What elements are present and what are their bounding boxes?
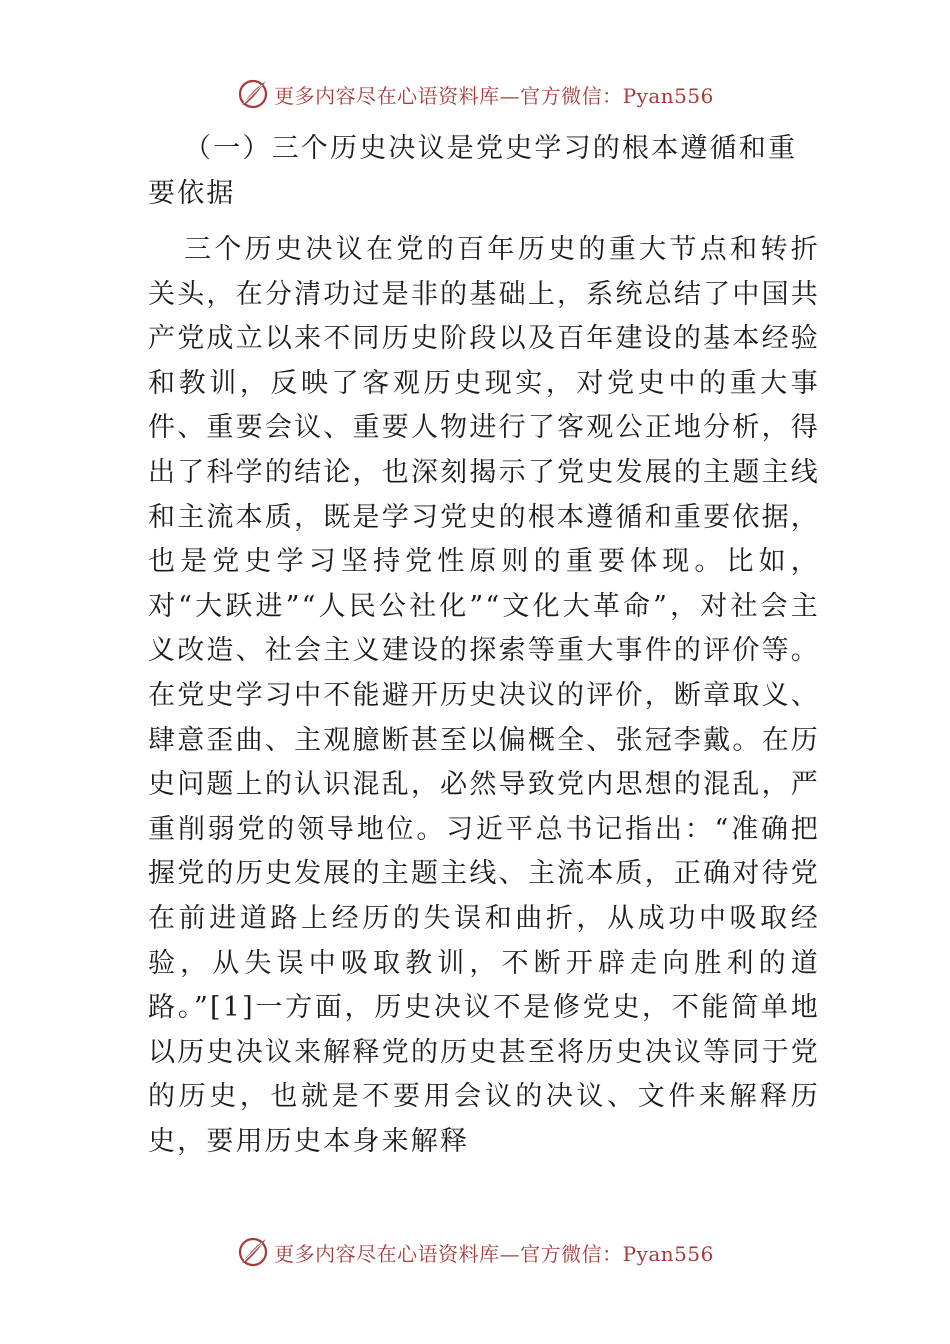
document-body	[148, 126, 820, 1164]
feather-logo-icon	[236, 77, 270, 111]
footer-watermark	[0, 1232, 950, 1272]
body-paragraph: 三个历史决议在党的百年历史的重大节点和转折关头，在分清功过是非的基础上，系统总结了中国共产党成立以来不同历史阶段以及百年建设的基本经验和教训，反映了客观历史现实，对党史中的重大事件、重要会议、重要人物进行了客观公正地分析，得出了科学的结论，也深刻揭示了党史发展的主题主线和主流本质，既是学习党史的根本遵循和重要依据，也是党史学习坚持党性原则的重要体现。比如，对“大跃进”“人民公社化”“文化大革命”，对社会主义改造、社会主义建设的探索等重大事件的评价等。在党史学习中不能避开历史决议的评价，断章取义、肆意歪曲、主观臆断甚至以偏概全、张冠李戴。在历史问题上的认识混乱，必然导致党内思想的混乱，严重削弱党的领导地位。习近平总书记指出：“准确把握党的历史发展的主题主线、主流本质，正确对待党在前进道路上经历的失误和曲折，从成功中吸取经验，从失误中吸取教训，不断开辟走向胜利的道路。”[1]一方面，历史决议不是修党史，不能简单地以历史决议来解释党的历史甚至将历史决议等同于党的历史，也就是不要用会议的决议、文件来解释历史，要用历史本身来解释	[148, 234, 820, 1157]
watermark-text: 更多内容尽在心语资料库—官方微信：Pyan556	[274, 83, 714, 108]
feather-logo-icon	[236, 1235, 270, 1269]
section-heading: （一）三个历史决议是党史学习的根本遵循和重要依据	[148, 133, 798, 209]
watermark-text: 更多内容尽在心语资料库—官方微信：Pyan556	[274, 1241, 714, 1266]
header-watermark	[0, 74, 950, 114]
